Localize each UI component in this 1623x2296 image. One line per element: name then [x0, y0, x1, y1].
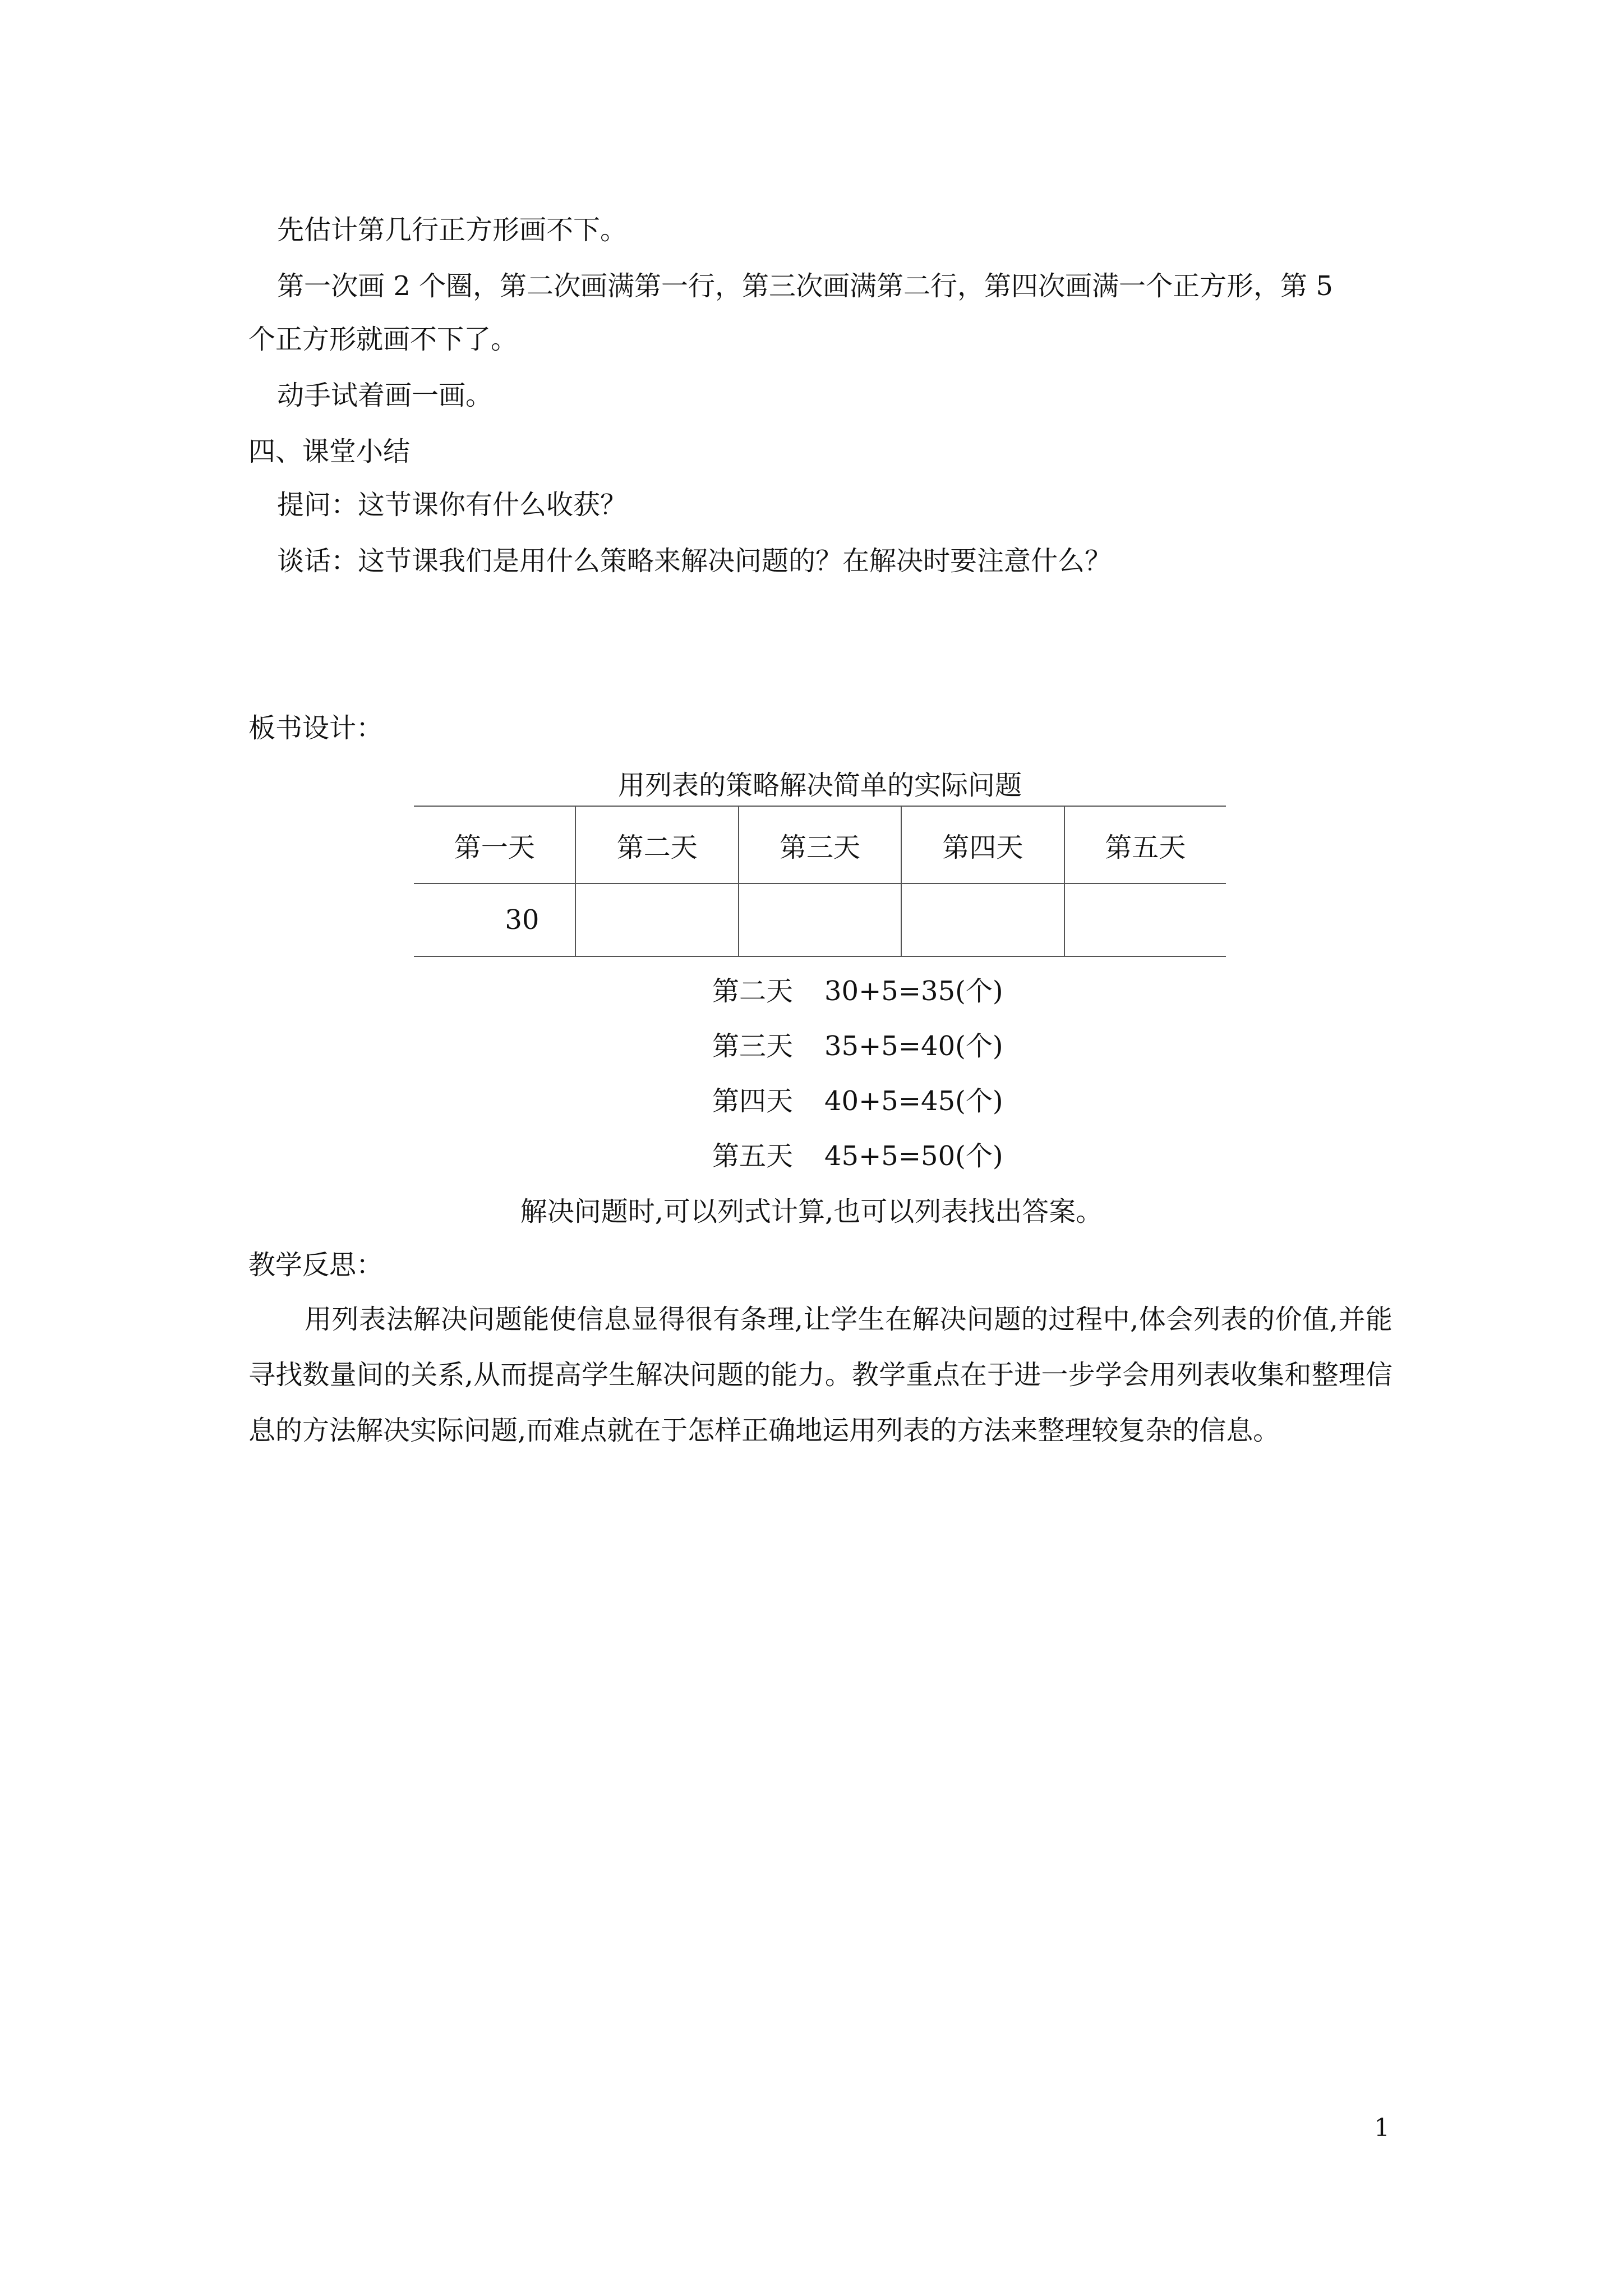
table-header-cell: 第三天 — [739, 806, 901, 884]
table-row — [414, 884, 1226, 956]
table-cell: 30 — [414, 884, 575, 956]
board-table-title: 用列表的策略解决简单的实际问题 — [617, 770, 1022, 801]
board-design-heading: 板书设计： — [248, 712, 384, 744]
table-cell — [575, 884, 738, 956]
reflection-paragraph: 用列表法解决问题能使信息显得很有条理,让学生在解决问题的过程中,体会列表的价值,并能寻找数量间的关系,从而提高学生解决问题的能力。教学重点在于进一步学会用列表收集和整理信息的方法解决实际问题,而难点就在于怎样正确地运用列表的方法来整理较复杂的信息。 — [248, 1304, 1393, 1446]
table-header-cell: 第一天 — [414, 806, 575, 884]
drawing-steps-line: 第一次画 2 个圈，第二次画满第一行，第三次画满第二行，第四次画满一个正方形，第 5 — [277, 270, 1333, 302]
page-number: 1 — [1374, 2114, 1390, 2142]
calc-line — [712, 1084, 1003, 1118]
calc-line — [712, 974, 1003, 1008]
section-summary-heading: 四、课堂小结 — [248, 436, 411, 467]
calc-expression: 35+5=40(个) — [824, 1030, 1003, 1062]
calc-line — [712, 1029, 1003, 1063]
table-header-row — [414, 806, 1226, 884]
table-header-cell: 第二天 — [575, 806, 738, 884]
calc-line — [712, 1139, 1003, 1173]
estimate-line: 先估计第几行正方形画不下。 — [277, 214, 628, 246]
table-cell — [739, 884, 901, 956]
question-line: 提问：这节课你有什么收获？ — [277, 489, 628, 521]
table-header-cell: 第四天 — [901, 806, 1064, 884]
drawing-steps-line-cont: 个正方形就画不下了。 — [248, 324, 518, 355]
calc-day: 第三天 — [712, 1030, 794, 1062]
reflection-heading: 教学反思： — [248, 1249, 384, 1281]
board-conclusion: 解决问题时,可以列式计算,也可以列表找出答案。 — [520, 1196, 1103, 1227]
table-header-cell: 第五天 — [1064, 806, 1226, 884]
calc-day: 第四天 — [712, 1085, 794, 1117]
talk-line: 谈话：这节课我们是用什么策略来解决问题的？在解决时要注意什么？ — [277, 545, 1112, 577]
table-cell — [901, 884, 1064, 956]
table-cell — [1064, 884, 1226, 956]
calc-day: 第五天 — [712, 1140, 794, 1172]
try-drawing-line: 动手试着画一画。 — [277, 380, 493, 411]
calc-expression: 40+5=45(个) — [824, 1085, 1003, 1117]
calc-expression: 30+5=35(个) — [824, 976, 1003, 1007]
calc-expression: 45+5=50(个) — [824, 1140, 1003, 1172]
board-table — [414, 806, 1226, 957]
calc-day: 第二天 — [712, 976, 794, 1007]
